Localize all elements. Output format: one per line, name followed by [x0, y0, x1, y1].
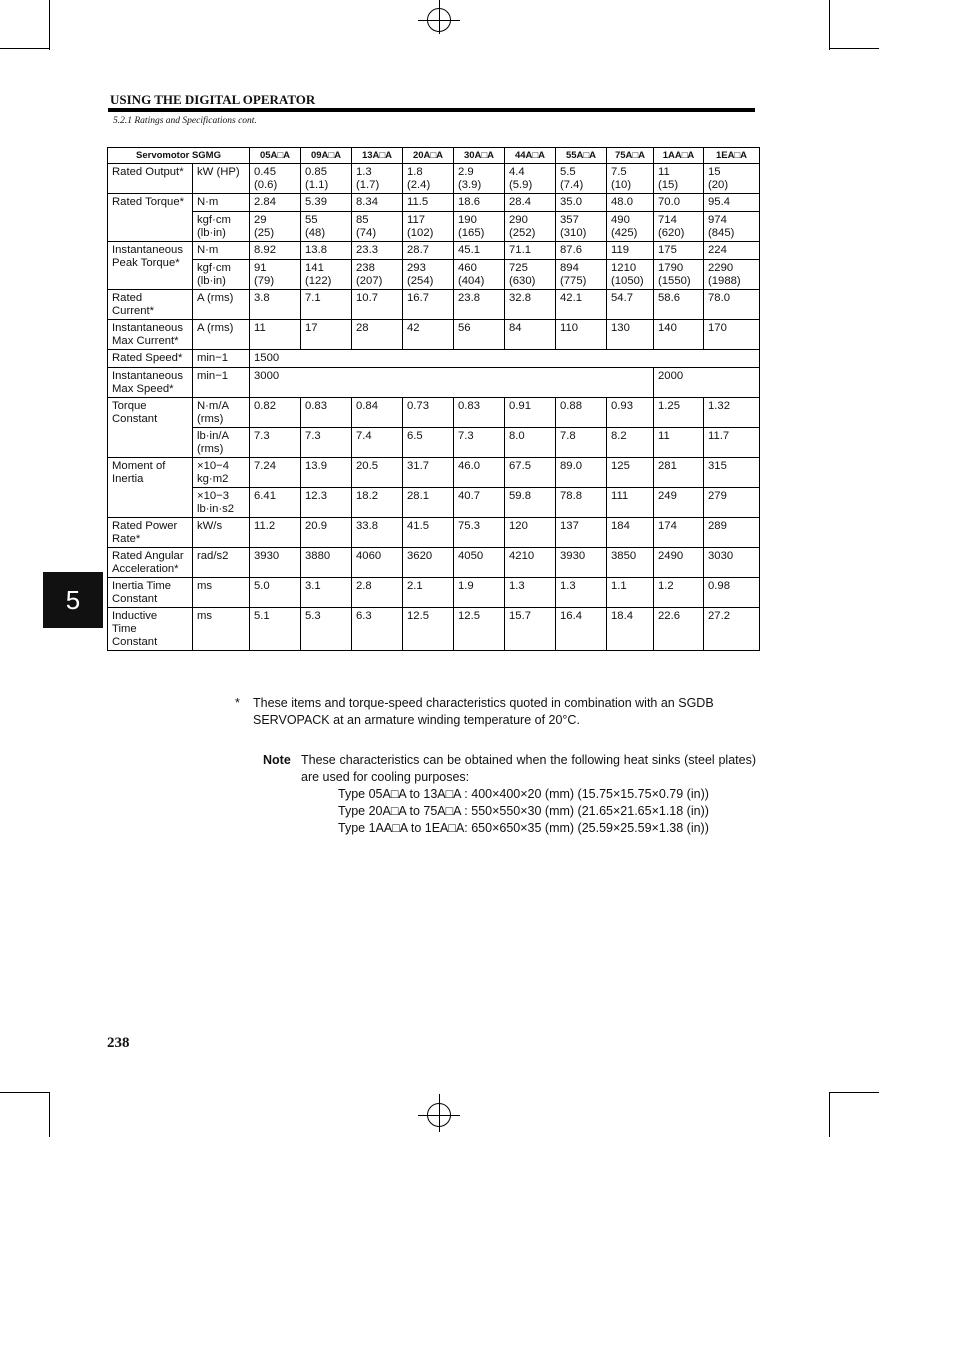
table-cell: 10.7 [352, 290, 403, 320]
column-header: 1EA□A [704, 148, 760, 164]
table-cell: 40.7 [454, 488, 505, 518]
column-header: 75A□A [607, 148, 654, 164]
table-cell: 1500 [250, 350, 760, 368]
table-cell: 15 (20) [704, 164, 760, 194]
table-row [108, 458, 760, 488]
row-label: Rated Speed* [108, 350, 193, 368]
table-cell: 75.3 [454, 518, 505, 548]
table-cell: 289 [704, 518, 760, 548]
table-cell: 28.1 [403, 488, 454, 518]
table-cell: 249 [654, 488, 704, 518]
table-cell: 7.24 [250, 458, 301, 488]
row-unit: ×10−3 lb·in·s2 [193, 488, 250, 518]
table-cell: 111 [607, 488, 654, 518]
table-cell: 71.1 [505, 242, 556, 260]
table-cell: 0.85 (1.1) [301, 164, 352, 194]
table-cell: 46.0 [454, 458, 505, 488]
table-cell: 5.5 (7.4) [556, 164, 607, 194]
table-cell: 141 (122) [301, 260, 352, 290]
table-cell: 95.4 [704, 194, 760, 212]
table-cell: 3930 [556, 548, 607, 578]
table-cell: 4060 [352, 548, 403, 578]
row-unit: kW (HP) [193, 164, 250, 194]
table-cell: 85 (74) [352, 212, 403, 242]
table-cell: 224 [704, 242, 760, 260]
table-cell: 0.91 [505, 398, 556, 428]
table-cell: 4050 [454, 548, 505, 578]
table-cell: 11.5 [403, 194, 454, 212]
table-row [108, 608, 760, 651]
table-cell: 3000 [250, 368, 654, 398]
row-label: Rated Torque* [108, 194, 193, 242]
table-cell: 190 (165) [454, 212, 505, 242]
table-cell: 8.92 [250, 242, 301, 260]
table-row [108, 242, 760, 260]
table-cell: 1.25 [654, 398, 704, 428]
table-cell: 78.8 [556, 488, 607, 518]
table-cell: 28.7 [403, 242, 454, 260]
table-cell: 170 [704, 320, 760, 350]
table-cell: 84 [505, 320, 556, 350]
row-unit: kgf·cm (lb·in) [193, 260, 250, 290]
table-cell: 140 [654, 320, 704, 350]
table-cell: 315 [704, 458, 760, 488]
table-cell: 28.4 [505, 194, 556, 212]
table-cell: 8.2 [607, 428, 654, 458]
table-cell: 32.8 [505, 290, 556, 320]
heatsink-line: Type 05A□A to 13A□A : 400×400×20 (mm) (15.75×15.75×0.79 (in)) [338, 787, 709, 801]
table-cell: 58.6 [654, 290, 704, 320]
table-cell: 238 (207) [352, 260, 403, 290]
table-header-row [108, 148, 760, 164]
table-cell: 175 [654, 242, 704, 260]
table-cell: 0.84 [352, 398, 403, 428]
table-cell: 23.8 [454, 290, 505, 320]
row-unit: ms [193, 608, 250, 651]
table-header-label: Servomotor SGMG [108, 148, 250, 164]
table-cell: 3880 [301, 548, 352, 578]
table-cell: 45.1 [454, 242, 505, 260]
table-cell: 12.5 [454, 608, 505, 651]
table-cell: 0.88 [556, 398, 607, 428]
table-cell: 1.3 (1.7) [352, 164, 403, 194]
table-cell: 174 [654, 518, 704, 548]
row-label: Rated Current* [108, 290, 193, 320]
table-cell: 460 (404) [454, 260, 505, 290]
table-cell: 7.3 [301, 428, 352, 458]
table-cell: 7.1 [301, 290, 352, 320]
table-row [108, 350, 760, 368]
table-cell: 41.5 [403, 518, 454, 548]
table-cell: 3030 [704, 548, 760, 578]
row-unit: A (rms) [193, 320, 250, 350]
row-label: Inductive Time Constant [108, 608, 193, 651]
page-number: 238 [107, 1035, 130, 1051]
table-cell: 3620 [403, 548, 454, 578]
table-cell: 28 [352, 320, 403, 350]
table-cell: 2290 (1988) [704, 260, 760, 290]
table-row [108, 398, 760, 428]
table-row [108, 212, 760, 242]
table-row [108, 428, 760, 458]
table-row [108, 578, 760, 608]
table-cell: 11.7 [704, 428, 760, 458]
row-label: Torque Constant [108, 398, 193, 458]
table-cell: 3.1 [301, 578, 352, 608]
table-cell: 7.3 [250, 428, 301, 458]
table-cell: 7.8 [556, 428, 607, 458]
table-cell: 6.5 [403, 428, 454, 458]
table-cell: 110 [556, 320, 607, 350]
table-cell: 357 (310) [556, 212, 607, 242]
heatsink-line: Type 20A□A to 75A□A : 550×550×30 (mm) (21.65×21.65×1.18 (in)) [338, 804, 709, 818]
table-cell: 1.9 [454, 578, 505, 608]
table-cell: 281 [654, 458, 704, 488]
table-cell: 11 [250, 320, 301, 350]
table-cell: 725 (630) [505, 260, 556, 290]
table-cell: 714 (620) [654, 212, 704, 242]
table-row [108, 194, 760, 212]
table-cell: 78.0 [704, 290, 760, 320]
section-header: USING THE DIGITAL OPERATOR [110, 92, 316, 107]
table-cell: 6.41 [250, 488, 301, 518]
table-cell: 42 [403, 320, 454, 350]
table-cell: 1.2 [654, 578, 704, 608]
row-label: Moment of Inertia [108, 458, 193, 518]
row-unit: rad/s2 [193, 548, 250, 578]
table-row [108, 260, 760, 290]
table-cell: 15.7 [505, 608, 556, 651]
table-cell: 184 [607, 518, 654, 548]
table-cell: 119 [607, 242, 654, 260]
table-row [108, 488, 760, 518]
row-unit: kgf·cm (lb·in) [193, 212, 250, 242]
table-cell: 42.1 [556, 290, 607, 320]
table-cell: 2000 [654, 368, 760, 398]
table-row [108, 320, 760, 350]
table-cell: 5.0 [250, 578, 301, 608]
table-cell: 55 (48) [301, 212, 352, 242]
table-cell: 130 [607, 320, 654, 350]
table-cell: 89.0 [556, 458, 607, 488]
table-cell: 33.8 [352, 518, 403, 548]
table-cell: 91 (79) [250, 260, 301, 290]
table-cell: 23.3 [352, 242, 403, 260]
row-unit: N·m/A (rms) [193, 398, 250, 428]
table-cell: 7.5 (10) [607, 164, 654, 194]
table-cell: 1.3 [505, 578, 556, 608]
table-cell: 4.4 (5.9) [505, 164, 556, 194]
table-cell: 7.3 [454, 428, 505, 458]
table-cell: 2.9 (3.9) [454, 164, 505, 194]
table-row [108, 548, 760, 578]
table-cell: 11 [654, 428, 704, 458]
table-row [108, 518, 760, 548]
table-cell: 290 (252) [505, 212, 556, 242]
table-cell: 13.8 [301, 242, 352, 260]
table-cell: 1210 (1050) [607, 260, 654, 290]
table-cell: 59.8 [505, 488, 556, 518]
table-cell: 67.5 [505, 458, 556, 488]
table-cell: 3930 [250, 548, 301, 578]
table-cell: 18.4 [607, 608, 654, 651]
table-cell: 22.6 [654, 608, 704, 651]
table-row [108, 290, 760, 320]
table-cell: 1.32 [704, 398, 760, 428]
table-cell: 894 (775) [556, 260, 607, 290]
row-unit: min−1 [193, 350, 250, 368]
table-cell: 54.7 [607, 290, 654, 320]
table-cell: 3.8 [250, 290, 301, 320]
table-cell: 13.9 [301, 458, 352, 488]
table-cell: 1790 (1550) [654, 260, 704, 290]
table-cell: 279 [704, 488, 760, 518]
table-cell: 125 [607, 458, 654, 488]
column-header: 55A□A [556, 148, 607, 164]
row-label: Rated Output* [108, 164, 193, 194]
table-row [108, 164, 760, 194]
table-cell: 2.8 [352, 578, 403, 608]
table-cell: 2.84 [250, 194, 301, 212]
table-cell: 17 [301, 320, 352, 350]
note-label: Note [263, 753, 291, 767]
table-cell: 120 [505, 518, 556, 548]
table-cell: 56 [454, 320, 505, 350]
table-cell: 1.3 [556, 578, 607, 608]
table-cell: 293 (254) [403, 260, 454, 290]
chapter-tab: 5 [43, 572, 103, 628]
table-cell: 18.2 [352, 488, 403, 518]
table-cell: 11 (15) [654, 164, 704, 194]
table-cell: 0.73 [403, 398, 454, 428]
table-row [108, 368, 760, 398]
column-header: 13A□A [352, 148, 403, 164]
table-cell: 6.3 [352, 608, 403, 651]
column-header: 05A□A [250, 148, 301, 164]
table-cell: 2490 [654, 548, 704, 578]
header-rule [108, 108, 755, 112]
table-cell: 3850 [607, 548, 654, 578]
table-cell: 490 (425) [607, 212, 654, 242]
row-unit: lb·in/A (rms) [193, 428, 250, 458]
table-cell: 29 (25) [250, 212, 301, 242]
table-cell: 48.0 [607, 194, 654, 212]
row-unit: N·m [193, 242, 250, 260]
footnote-text: These items and torque-speed characteristics quoted in combination with an SGDB SERVOPACK at an armature winding temperature of 20°C. [253, 696, 714, 727]
row-unit: min−1 [193, 368, 250, 398]
table-cell: 12.5 [403, 608, 454, 651]
spec-table [107, 147, 760, 651]
table-cell: 11.2 [250, 518, 301, 548]
table-cell: 8.0 [505, 428, 556, 458]
table-cell: 974 (845) [704, 212, 760, 242]
table-cell: 7.4 [352, 428, 403, 458]
note-text: These characteristics can be obtained when the following heat sinks (steel plates) are used for cooling purposes: [301, 753, 756, 784]
table-cell: 4210 [505, 548, 556, 578]
column-header: 1AA□A [654, 148, 704, 164]
table-cell: 0.83 [301, 398, 352, 428]
table-cell: 27.2 [704, 608, 760, 651]
column-header: 20A□A [403, 148, 454, 164]
footnote-mark: * [235, 696, 240, 710]
table-cell: 35.0 [556, 194, 607, 212]
table-cell: 8.34 [352, 194, 403, 212]
table-cell: 0.98 [704, 578, 760, 608]
table-cell: 5.3 [301, 608, 352, 651]
table-cell: 5.39 [301, 194, 352, 212]
column-header: 44A□A [505, 148, 556, 164]
row-label: Instantaneous Max Current* [108, 320, 193, 350]
table-cell: 20.9 [301, 518, 352, 548]
table-cell: 70.0 [654, 194, 704, 212]
row-unit: ×10−4 kg·m2 [193, 458, 250, 488]
row-unit: ms [193, 578, 250, 608]
table-cell: 16.7 [403, 290, 454, 320]
table-cell: 12.3 [301, 488, 352, 518]
table-cell: 31.7 [403, 458, 454, 488]
table-cell: 0.83 [454, 398, 505, 428]
table-cell: 137 [556, 518, 607, 548]
row-label: Rated Power Rate* [108, 518, 193, 548]
table-cell: 87.6 [556, 242, 607, 260]
table-cell: 1.8 (2.4) [403, 164, 454, 194]
row-unit: A (rms) [193, 290, 250, 320]
table-cell: 18.6 [454, 194, 505, 212]
table-cell: 0.93 [607, 398, 654, 428]
section-subtitle: 5.2.1 Ratings and Specifications cont. [113, 116, 257, 126]
table-cell: 1.1 [607, 578, 654, 608]
row-unit: kW/s [193, 518, 250, 548]
column-header: 30A□A [454, 148, 505, 164]
column-header: 09A□A [301, 148, 352, 164]
row-label: Rated Angular Acceleration* [108, 548, 193, 578]
table-cell: 5.1 [250, 608, 301, 651]
table-cell: 0.45 (0.6) [250, 164, 301, 194]
table-cell: 16.4 [556, 608, 607, 651]
table-cell: 2.1 [403, 578, 454, 608]
table-cell: 117 (102) [403, 212, 454, 242]
table-cell: 20.5 [352, 458, 403, 488]
row-label: Inertia Time Constant [108, 578, 193, 608]
row-unit: N·m [193, 194, 250, 212]
table-cell: 0.82 [250, 398, 301, 428]
heatsink-line: Type 1AA□A to 1EA□A: 650×650×35 (mm) (25.59×25.59×1.38 (in)) [338, 821, 709, 835]
row-label: Instantaneous Peak Torque* [108, 242, 193, 290]
row-label: Instantaneous Max Speed* [108, 368, 193, 398]
